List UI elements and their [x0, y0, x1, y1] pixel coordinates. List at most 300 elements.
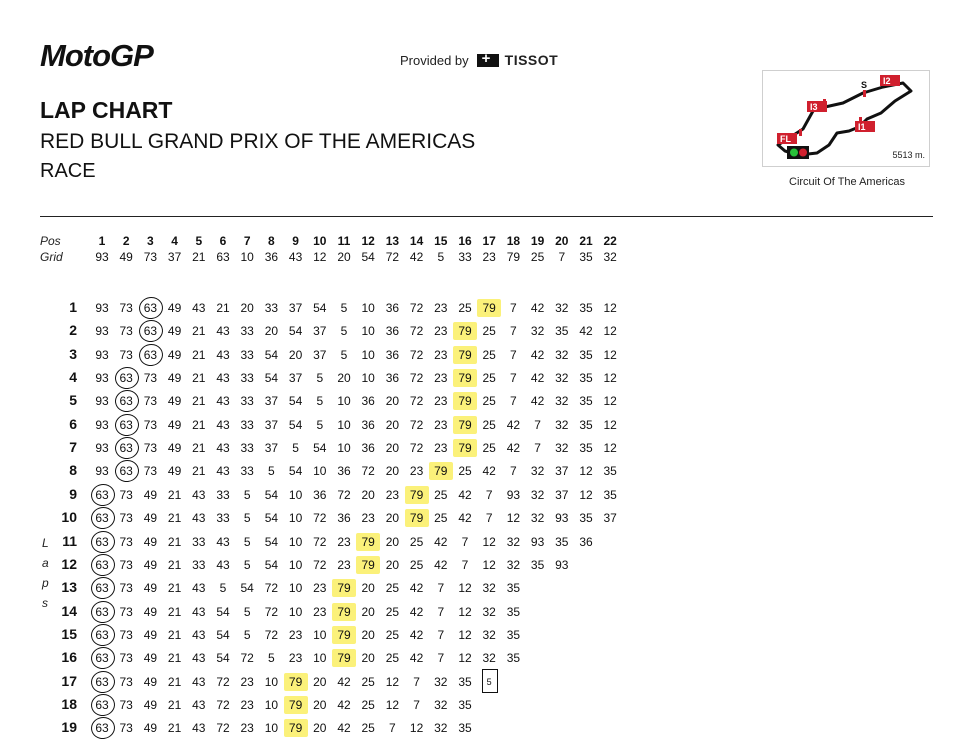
rider-cell: 79	[429, 462, 453, 480]
rider-cell: 20	[288, 347, 303, 362]
rider-cell: 63	[138, 322, 162, 340]
rider-cell: 72	[240, 651, 254, 666]
rider-cell: 49	[143, 534, 158, 549]
rider-cell: 23	[240, 721, 254, 736]
rider-cell: 33	[240, 347, 254, 362]
rider-cell: 10	[361, 324, 375, 339]
rider-cell: 42	[458, 487, 472, 502]
rider-cell: 79	[453, 346, 477, 364]
rider-cell: 35	[530, 557, 545, 572]
rider-cell: 72	[409, 417, 424, 432]
rider-cell: 32	[555, 371, 569, 386]
rider-cell: 12	[603, 324, 617, 339]
rider-cell: 12	[603, 441, 617, 456]
rider-cell: 79	[405, 509, 429, 527]
grid-cell: 49	[119, 250, 133, 264]
rider-cell: 93	[95, 371, 109, 386]
rider-cell: 7	[534, 441, 541, 456]
rider-cell: 20	[240, 301, 254, 315]
rider-cell: 35	[506, 581, 521, 596]
rider-cell: 73	[143, 371, 158, 386]
rider-cell: 21	[167, 651, 182, 666]
rider-cell: 5	[316, 417, 324, 432]
rider-cell: 79	[332, 626, 356, 644]
rider-cell: 42	[409, 627, 424, 642]
grid-cell: 33	[458, 250, 472, 264]
rider-cell: 35	[579, 441, 593, 456]
svg-text:S: S	[861, 80, 868, 90]
rider-cell: 23	[434, 417, 448, 432]
sponsor-credit	[400, 52, 558, 68]
rider-cell: 54	[313, 301, 327, 315]
position-label: 2	[69, 322, 77, 339]
rider-cell: 35	[506, 604, 521, 619]
rider-cell: 42	[530, 394, 545, 409]
lap-number: 9	[292, 234, 299, 248]
rider-cell: 32	[530, 487, 545, 502]
rider-cell: 43	[216, 371, 230, 386]
rider-cell: 25	[409, 534, 424, 549]
rider-cell: 25	[458, 464, 472, 479]
rider-cell: 10	[361, 301, 375, 315]
rider-cell: 37	[313, 347, 327, 362]
grid-cell: 20	[337, 250, 351, 264]
rider-cell: 49	[167, 347, 182, 362]
rider-cell: 5	[340, 347, 348, 362]
rider-cell: 72	[264, 627, 279, 642]
rider-cell: 32	[506, 534, 521, 549]
rider-cell: 7	[485, 511, 493, 526]
rider-cell: 10	[337, 394, 351, 409]
header-divider	[40, 216, 933, 217]
rider-cell: 20	[385, 557, 400, 572]
rider-cell: 5	[268, 464, 275, 479]
rider-cell: 73	[119, 324, 133, 339]
rider-cell: 5	[340, 301, 348, 315]
event-name: RED BULL GRAND PRIX OF THE AMERICAS	[40, 130, 476, 153]
rider-cell: 32	[555, 347, 569, 362]
rider-cell: 43	[192, 581, 206, 596]
rider-cell: 73	[143, 394, 158, 409]
position-label: 7	[69, 439, 77, 456]
start-lights-icon	[787, 146, 809, 159]
grid-label: Grid	[40, 250, 63, 264]
rider-cell: 43	[192, 674, 206, 689]
rider-cell: 49	[167, 417, 182, 432]
rider-cell: 43	[192, 651, 206, 666]
rider-cell: 36	[337, 464, 351, 479]
rider-cell: 36	[361, 441, 375, 456]
rider-cell: 43	[192, 604, 206, 619]
rider-cell: 42	[506, 441, 521, 456]
rider-cell: 32	[555, 301, 569, 315]
rider-cell: 12	[458, 604, 472, 619]
rider-cell: 21	[192, 441, 206, 456]
rider-cell: 23	[385, 487, 400, 502]
rider-cell: 79	[453, 369, 477, 387]
rider-cell: 36	[385, 324, 400, 339]
rider-cell: 25	[482, 394, 496, 409]
rider-cell: 5	[243, 487, 251, 502]
rider-cell: 7	[534, 417, 541, 432]
rider-cell: 21	[192, 464, 206, 479]
rider-cell: 63	[90, 556, 114, 574]
rider-cell: 49	[167, 324, 182, 339]
rider-cell: 7	[485, 487, 493, 502]
grid-cell: 93	[95, 250, 109, 264]
rider-cell: 21	[167, 697, 182, 712]
rider-cell: 42	[337, 697, 351, 712]
rider-cell: 79	[356, 533, 380, 551]
rider-cell: 35	[458, 674, 472, 689]
rider-cell: 12	[458, 651, 472, 666]
grid-cell: 21	[192, 250, 206, 264]
rider-cell: 5	[268, 651, 275, 666]
lap-number: 15	[434, 234, 448, 248]
grid-cell: 54	[361, 250, 375, 264]
lap-number: 8	[268, 234, 275, 248]
rider-cell: 54	[216, 604, 230, 619]
rider-cell: 10	[264, 721, 279, 736]
rider-cell: 73	[119, 627, 133, 642]
rider-cell: 79	[453, 322, 477, 340]
rider-cell: 35	[579, 347, 593, 362]
rider-cell: 7	[389, 721, 396, 736]
rider-cell: 5	[243, 511, 251, 526]
lap-number: 12	[361, 234, 375, 248]
rider-cell: 73	[119, 557, 133, 572]
rider-cell: 32	[482, 581, 496, 596]
provided-by-label: Provided by	[400, 52, 469, 68]
rider-cell: 37	[264, 394, 279, 409]
rider-cell: 63	[114, 416, 138, 434]
rider-cell: 93	[95, 324, 109, 339]
rider-cell: 73	[119, 697, 133, 712]
rider-cell: 93	[95, 301, 109, 315]
lap-number: 22	[603, 234, 617, 248]
rider-cell: 49	[143, 697, 158, 712]
rider-cell: 49	[167, 371, 182, 386]
lap-number: 2	[122, 234, 130, 248]
rider-cell: 32	[434, 697, 448, 712]
rider-cell: 25	[361, 674, 375, 689]
rider-cell: 21	[167, 557, 182, 572]
rider-cell: 10	[337, 417, 351, 432]
position-label: 8	[69, 462, 77, 479]
rider-cell: 33	[240, 441, 254, 456]
rider-cell: 32	[530, 511, 545, 526]
rider-cell: 54	[288, 394, 303, 409]
rider-cell: 23	[434, 301, 448, 315]
position-label: 6	[69, 415, 77, 432]
rider-cell: 20	[361, 487, 375, 502]
grid-cell: 79	[506, 250, 521, 264]
rider-cell: 42	[337, 721, 351, 736]
rider-cell: 20	[313, 697, 327, 712]
rider-cell: 10	[288, 604, 303, 619]
rider-cell: 7	[461, 534, 469, 549]
rider-cell: 43	[192, 721, 206, 736]
rider-cell: 7	[437, 604, 445, 619]
marker-i2	[880, 75, 900, 86]
rider-cell: 12	[409, 721, 424, 736]
rider-cell: 35	[603, 464, 617, 479]
rider-cell: 36	[361, 394, 375, 409]
rider-cell: 20	[361, 651, 375, 666]
rider-cell: 93	[95, 394, 109, 409]
rider-cell: 36	[361, 417, 375, 432]
rider-cell: 21	[192, 324, 206, 339]
rider-cell: 20	[361, 627, 375, 642]
rider-cell: 54	[288, 464, 303, 479]
rider-cell: 54	[264, 557, 279, 572]
rider-cell: 79	[477, 299, 501, 317]
rider-cell: 79	[332, 649, 356, 667]
rider-cell: 42	[530, 371, 545, 386]
rider-cell: 36	[385, 371, 400, 386]
rider-cell: 5	[243, 627, 251, 642]
position-label: 19	[61, 719, 77, 736]
rider-cell: 12	[603, 301, 617, 315]
rider-cell: 21	[167, 674, 182, 689]
rider-cell: 12	[579, 464, 593, 479]
laps-side-letter: p	[42, 576, 49, 590]
lap-number: 11	[337, 234, 351, 248]
lap-number: 10	[313, 234, 327, 248]
rider-cell: 12	[579, 487, 593, 502]
rider-cell: 73	[119, 301, 133, 315]
rider-cell: 73	[119, 674, 133, 689]
rider-cell: 49	[143, 487, 158, 502]
lap-number: 16	[458, 234, 472, 248]
rider-cell: 43	[216, 394, 230, 409]
lap-number: 4	[171, 234, 178, 248]
rider-cell: 42	[434, 534, 448, 549]
rider-cell: 25	[434, 487, 448, 502]
rider-cell: 43	[192, 301, 206, 315]
laps-side-letter: L	[42, 536, 49, 550]
rider-cell: 32	[555, 441, 569, 456]
rider-cell: 21	[216, 301, 230, 315]
rider-cell: 35	[579, 301, 593, 315]
rider-cell: 12	[603, 417, 617, 432]
rider-cell: 54	[264, 347, 279, 362]
rider-cell: 49	[143, 674, 158, 689]
rider-cell: 35	[458, 697, 472, 712]
rider-cell: 54	[240, 581, 254, 596]
rider-cell: 20	[337, 371, 351, 386]
lap-number: 7	[243, 234, 251, 248]
rider-cell: 93	[506, 487, 521, 502]
rider-cell: 7	[510, 347, 517, 362]
rider-cell: 7	[437, 627, 445, 642]
rider-cell: 10	[288, 581, 303, 596]
rider-cell: 20	[385, 534, 400, 549]
rider-cell: 72	[337, 487, 351, 502]
rider-cell: 12	[385, 697, 400, 712]
rider-cell: 7	[510, 464, 517, 479]
rider-cell: 32	[555, 417, 569, 432]
rider-cell: 23	[240, 697, 254, 712]
rider-cell: 36	[385, 347, 400, 362]
rider-cell: 23	[337, 534, 351, 549]
tissot-cross-icon	[477, 54, 499, 67]
rider-cell: 7	[413, 674, 420, 689]
rider-cell: 49	[143, 651, 158, 666]
rider-cell: 37	[288, 371, 303, 386]
rider-cell: 42	[506, 417, 521, 432]
rider-cell: 63	[90, 579, 114, 597]
rider-cell: 63	[90, 673, 114, 691]
rider-cell: 72	[409, 371, 424, 386]
rider-cell: 33	[240, 324, 254, 339]
rider-cell: 37	[603, 511, 617, 526]
rider-cell: 37	[313, 324, 327, 339]
rider-cell: 21	[192, 417, 206, 432]
rider-cell: 7	[510, 301, 517, 315]
rider-cell: 5	[243, 534, 251, 549]
rider-cell: 32	[482, 651, 496, 666]
rider-cell: 79	[405, 486, 429, 504]
rider-cell: 54	[264, 371, 279, 386]
sponsor-name: TISSOT	[504, 52, 559, 68]
position-label: 4	[69, 369, 77, 386]
rider-cell: 25	[482, 417, 496, 432]
rider-cell: 72	[409, 301, 424, 315]
rider-cell: 72	[216, 721, 230, 736]
rider-cell: 93	[95, 417, 109, 432]
rider-cell: 5	[340, 324, 348, 339]
rider-cell: 93	[95, 441, 109, 456]
grid-cell: 7	[558, 250, 566, 264]
rider-cell: 93	[95, 347, 109, 362]
rider-cell: 49	[143, 581, 158, 596]
rider-cell: 10	[288, 534, 303, 549]
rider-cell: 12	[385, 674, 400, 689]
rider-cell: 49	[167, 394, 182, 409]
rider-cell: 35	[579, 371, 593, 386]
rider-cell: 7	[510, 324, 517, 339]
rider-cell: 54	[313, 441, 327, 456]
pos-label: Pos	[40, 234, 61, 248]
rider-cell: 12	[506, 511, 521, 526]
rider-cell: 35	[555, 534, 569, 549]
rider-cell: 32	[482, 604, 496, 619]
rider-cell: 12	[458, 581, 472, 596]
position-label: 11	[62, 532, 77, 549]
rider-cell: 43	[192, 511, 206, 526]
rider-cell: 33	[240, 464, 254, 479]
track-length: 5513 m.	[892, 150, 925, 160]
rider-cell: 10	[361, 371, 375, 386]
rider-cell: 7	[413, 697, 420, 712]
rider-cell: 10	[361, 347, 375, 362]
rider-cell: 79	[284, 673, 308, 691]
circuit-map	[762, 70, 930, 167]
rider-cell: 12	[482, 534, 496, 549]
rider-cell: 25	[482, 347, 496, 362]
position-label: 5	[69, 392, 77, 409]
rider-cell: 72	[313, 534, 327, 549]
rider-cell: 10	[288, 487, 303, 502]
rider-cell: 10	[313, 464, 327, 479]
rider-cell: 63	[90, 696, 114, 714]
rider-cell: 37	[264, 441, 279, 456]
rider-cell: 93	[555, 557, 569, 572]
rider-cell: 21	[167, 581, 182, 596]
rider-cell: 5	[316, 394, 324, 409]
rider-cell: 25	[482, 441, 496, 456]
rider-cell: 23	[337, 557, 351, 572]
rider-cell: 23	[288, 627, 303, 642]
rider-cell: 23	[434, 324, 448, 339]
rider-cell: 10	[313, 651, 327, 666]
rider-cell: 10	[288, 557, 303, 572]
rider-cell: 5	[243, 604, 251, 619]
svg-text:I1: I1	[858, 122, 866, 132]
rider-cell: 73	[119, 721, 133, 736]
lap-number: 13	[385, 234, 400, 248]
rider-cell: 49	[143, 511, 158, 526]
lap-number: 5	[195, 234, 203, 248]
rider-cell: 20	[361, 581, 375, 596]
rider-cell: 79	[453, 392, 477, 410]
rider-cell: 33	[216, 487, 230, 502]
position-label: 17	[61, 672, 77, 689]
grid-cell: 25	[530, 250, 545, 264]
rider-cell: 12	[603, 394, 617, 409]
rider-cell: 43	[216, 347, 230, 362]
rider-cell: 35	[579, 417, 593, 432]
position-label: 3	[69, 345, 77, 362]
rider-cell: 93	[555, 511, 569, 526]
position-label: 9	[69, 485, 77, 502]
rider-cell: 32	[530, 324, 545, 339]
grid-cell: 43	[288, 250, 303, 264]
rider-cell: 79	[356, 556, 380, 574]
circuit-name: Circuit Of The Americas	[789, 176, 905, 188]
rider-cell: 36	[313, 487, 327, 502]
marker-i3	[807, 101, 827, 112]
rider-cell: 42	[482, 464, 496, 479]
rider-cell: 12	[603, 371, 617, 386]
rider-cell: 23	[409, 464, 424, 479]
rider-cell: 63	[90, 533, 114, 551]
rider-cell: 79	[453, 416, 477, 434]
rider-cell: 32	[530, 464, 545, 479]
rider-cell: 33	[192, 534, 206, 549]
rider-cell: 42	[409, 604, 424, 619]
rider-cell: 7	[461, 557, 469, 572]
lap-number: 20	[555, 234, 569, 248]
motogp-logo: MotoGP	[40, 38, 153, 73]
rider-cell: 35	[603, 487, 617, 502]
rider-cell: 42	[409, 651, 424, 666]
position-label: 15	[61, 625, 77, 642]
rider-cell: 63	[138, 346, 162, 364]
rider-cell: 49	[143, 627, 158, 642]
rider-cell: 43	[216, 464, 230, 479]
rider-cell: 33	[240, 371, 254, 386]
rider-cell: 42	[530, 347, 545, 362]
rider-cell: 49	[167, 441, 182, 456]
rider-cell: 54	[216, 651, 230, 666]
rider-cell: 43	[216, 417, 230, 432]
rider-cell: 5	[243, 557, 251, 572]
rider-cell: 35	[579, 394, 593, 409]
grid-cell: 73	[143, 250, 158, 264]
rider-cell: 32	[482, 627, 496, 642]
